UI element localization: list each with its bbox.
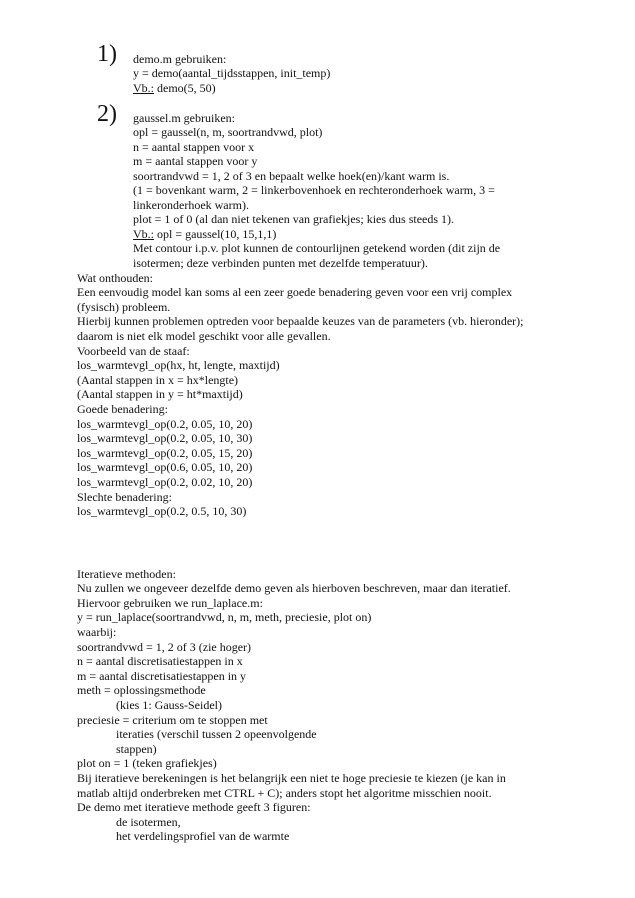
text-line [133, 183, 495, 197]
text-line: los_warmtevgl_op(0.2, 0.05, 15, 20) [77, 445, 253, 460]
text-line [133, 256, 428, 270]
text-line [133, 169, 449, 183]
text-line: het verdelingsprofiel van de warmte [116, 829, 290, 844]
text-line [133, 227, 276, 241]
text-line: meth = oplossingsmethode [77, 683, 206, 698]
text-segment: n = aantal stappen voor x [133, 140, 255, 154]
text-line: Een eenvoudig model kan soms al een zeer goede benadering geven voor een vrij complex [77, 285, 513, 300]
text-line: y = run_laplace(soortrandvwd, n, m, meth, preciesie, plot on) [77, 610, 372, 625]
text-line: Bij iteratieve berekeningen is het belangrijk een niet te hoge preciesie te kiezen (je kan in [77, 770, 506, 785]
text-line: de isotermen, [116, 814, 181, 829]
text-line: waarbij: [77, 624, 117, 639]
text-line: los_warmtevgl_op(0.2, 0.05, 10, 20) [77, 416, 253, 431]
text-segment: gaussel.m gebruiken: [133, 111, 235, 125]
text-line [133, 198, 249, 212]
list-number-1: 1) [97, 41, 117, 67]
text-line: (Aantal stappen in x = hx*lengte) [77, 372, 239, 387]
text-line: Wat onthouden: [77, 270, 154, 285]
text-segment: Met contour i.p.v. plot kunnen de contourlijnen getekend worden (dit zijn de [133, 241, 501, 255]
text-segment: m = aantal stappen voor y [133, 154, 258, 168]
text-line: los_warmtevgl_op(0.6, 0.05, 10, 20) [77, 460, 253, 475]
text-line: plot on = 1 (teken grafiekjes) [77, 756, 217, 771]
text-segment: (1 = bovenkant warm, 2 = linkerbovenhoek en rechteronderhoek warm, 3 = [133, 183, 495, 197]
example-label: Vb.: [133, 227, 154, 241]
list-number-2: 2) [97, 101, 117, 127]
text-line: (Aantal stappen in y = ht*maxtijd) [77, 387, 243, 402]
text-line: stappen) [116, 741, 157, 756]
text-line [133, 81, 216, 95]
text-line [133, 241, 500, 255]
text-line [133, 111, 235, 125]
text-line: Iteratieve methoden: [77, 566, 176, 581]
text-segment: demo(5, 50) [154, 81, 216, 95]
text-line: los_warmtevgl_op(0.2, 0.5, 10, 30) [77, 504, 247, 519]
text-line: los_warmtevgl_op(0.2, 0.05, 10, 30) [77, 431, 253, 446]
text-line [133, 125, 322, 139]
text-line: Slechte benadering: [77, 489, 172, 504]
text-line [133, 66, 330, 80]
text-line: los_warmtevgl_op(0.2, 0.02, 10, 20) [77, 474, 253, 489]
text-line [133, 140, 254, 154]
text-line: De demo met iteratieve methode geeft 3 figuren: [77, 800, 311, 815]
text-line [133, 154, 257, 168]
text-line: Voorbeeld van de staaf: [77, 343, 190, 358]
text-line: m = aantal discretisatiestappen in y [77, 668, 247, 683]
text-line: Goede benadering: [77, 401, 168, 416]
text-line: Nu zullen we ongeveer dezelfde demo geven als hierboven beschreven, maar dan iteratief. [77, 581, 511, 596]
text-line: n = aantal discretisatiestappen in x [77, 654, 243, 669]
text-line [133, 212, 454, 226]
text-line [133, 52, 226, 66]
text-line: (fysisch) probleem. [77, 299, 171, 314]
text-line: soortrandvwd = 1, 2 of 3 (zie hoger) [77, 639, 252, 654]
text-line: matlab altijd onderbreken met CTRL + C); anders stopt het algoritme misschien nooit. [77, 785, 492, 800]
example-label: Vb.: [133, 81, 154, 95]
text-segment: linkeronderhoek warm). [133, 198, 249, 212]
text-line: daarom is niet elk model geschikt voor alle gevallen. [77, 328, 331, 343]
text-line: iteraties (verschil tussen 2 opeenvolgende [116, 727, 317, 742]
text-line: preciesie = criterium om te stoppen met [77, 712, 268, 727]
text-line: (kies 1: Gauss-Seidel) [116, 697, 222, 712]
text-line: Hiervoor gebruiken we run_laplace.m: [77, 595, 263, 610]
text-segment: opl = gaussel(n, m, soortrandvwd, plot) [133, 125, 323, 139]
text-line: Hierbij kunnen problemen optreden voor bepaalde keuzes van de parameters (vb. hieronder); [77, 314, 524, 329]
text-segment: soortrandvwd = 1, 2 of 3 en bepaalt welke hoek(en)/kant warm is. [133, 169, 450, 183]
text-segment: opl = gaussel(10, 15,1,1) [154, 227, 277, 241]
text-line: los_warmtevgl_op(hx, ht, lengte, maxtijd) [77, 358, 280, 373]
text-segment: y = demo(aantal_tijdsstappen, init_temp) [133, 66, 331, 80]
text-segment: demo.m gebruiken: [133, 52, 227, 66]
text-segment: plot = 1 of 0 (al dan niet tekenen van grafiekjes; kies dus steeds 1). [133, 212, 455, 226]
text-segment: isotermen; deze verbinden punten met dezelfde temperatuur). [133, 256, 428, 270]
